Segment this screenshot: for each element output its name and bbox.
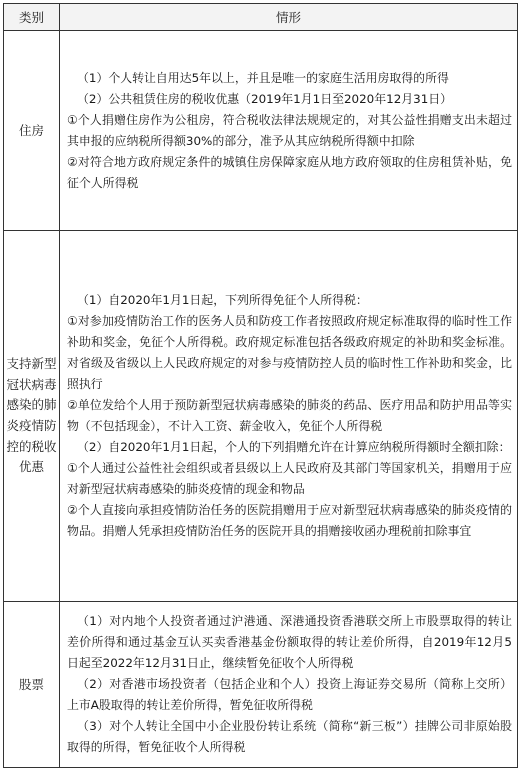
item-text: ②对符合地方政府规定条件的城镇住房保障家庭从地方政府领取的住房租赁补贴，免征个人所得税 (67, 154, 512, 190)
category-label: 支持新型冠状病毒感染的肺炎疫情防控的税收优惠 (6, 356, 57, 475)
situation-covid (60, 231, 518, 602)
item-text: ①对参加疫情防治工作的医务人员和防疫工作者按照政府规定标准取得的临时性工作补助和奖金，免征个人所得税。政府规定标准包括各级政府规定的补助和奖金标准。对省级及省级以上人民政府规定的对参与疫情防控人员的临时性工作补助和奖金，比照执行 (67, 314, 512, 391)
item-text: （1）自2020年1月1日起，下列所得免征个人所得税： (77, 293, 368, 307)
item-text: （2）自2020年1月1日起，个人的下列捐赠允许在计算应纳税所得额时全额扣除： (77, 440, 511, 454)
table-row-housing (4, 31, 518, 231)
item-text: ②单位发给个人用于预防新型冠状病毒感染的肺炎的药品、医疗用品和防护用品等实物（不包括现金），不计入工资、薪金收入，免征个人所得税 (67, 398, 512, 433)
item-text: （1）对内地个人投资者通过沪港通、深港通投资香港联交所上市股票取得的转让差价所得和通过基金互认买卖香港基金份额取得的转让差价所得，自2019年12月5日起至2022年12月31日止，继续暂免征收个人所得税 (67, 614, 512, 670)
category-label: 住房 (18, 123, 44, 138)
item-text: （2）公共租赁住房的税收优惠（2019年1月1日至2020年12月31日） (77, 91, 453, 106)
tax-table (3, 3, 518, 768)
item-text: （2）对香港市场投资者（包括企业和个人）投资上海证券交易所（简称上交所）上市A股取得的转让差价所得，暂免征收所得税 (67, 677, 512, 712)
situation-housing (60, 31, 518, 231)
category-label: 股票 (18, 677, 44, 692)
item-text: （1）个人转让自用达5年以上，并且是唯一的家庭生活用房取得的所得 (77, 70, 449, 85)
item-text: ①个人捐赠住房作为公租房，符合税收法律法规规定的，对其公益性捐赠支出未超过其申报的应纳税所得额30%的部分，准予从其应纳税所得额中扣除 (67, 112, 512, 148)
category-housing (4, 31, 60, 231)
item-text: ①个人通过公益性社会组织或者县级以上人民政府及其部门等国家机关，捐赠用于应对新型冠状病毒感染的肺炎疫情的现金和物品 (67, 461, 512, 496)
header-situation: 情形 (60, 4, 518, 31)
table-header-row (4, 4, 518, 31)
item-text: ②个人直接向承担疫情防治任务的医院捐赠用于应对新型冠状病毒感染的肺炎疫情的物品。捐赠人凭承担疫情防治任务的医院开具的捐赠接收函办理税前扣除事宜 (67, 503, 512, 538)
category-stocks (4, 602, 60, 768)
category-covid (4, 231, 60, 602)
table-row-covid (4, 231, 518, 602)
item-text: （3）对个人转让全国中小企业股份转让系统（简称“新三板”）挂牌公司非原始股取得的所得，暂免征收个人所得税 (67, 719, 512, 754)
header-category: 类别 (4, 4, 60, 31)
table-row-stocks (4, 602, 518, 768)
situation-stocks (60, 602, 518, 768)
